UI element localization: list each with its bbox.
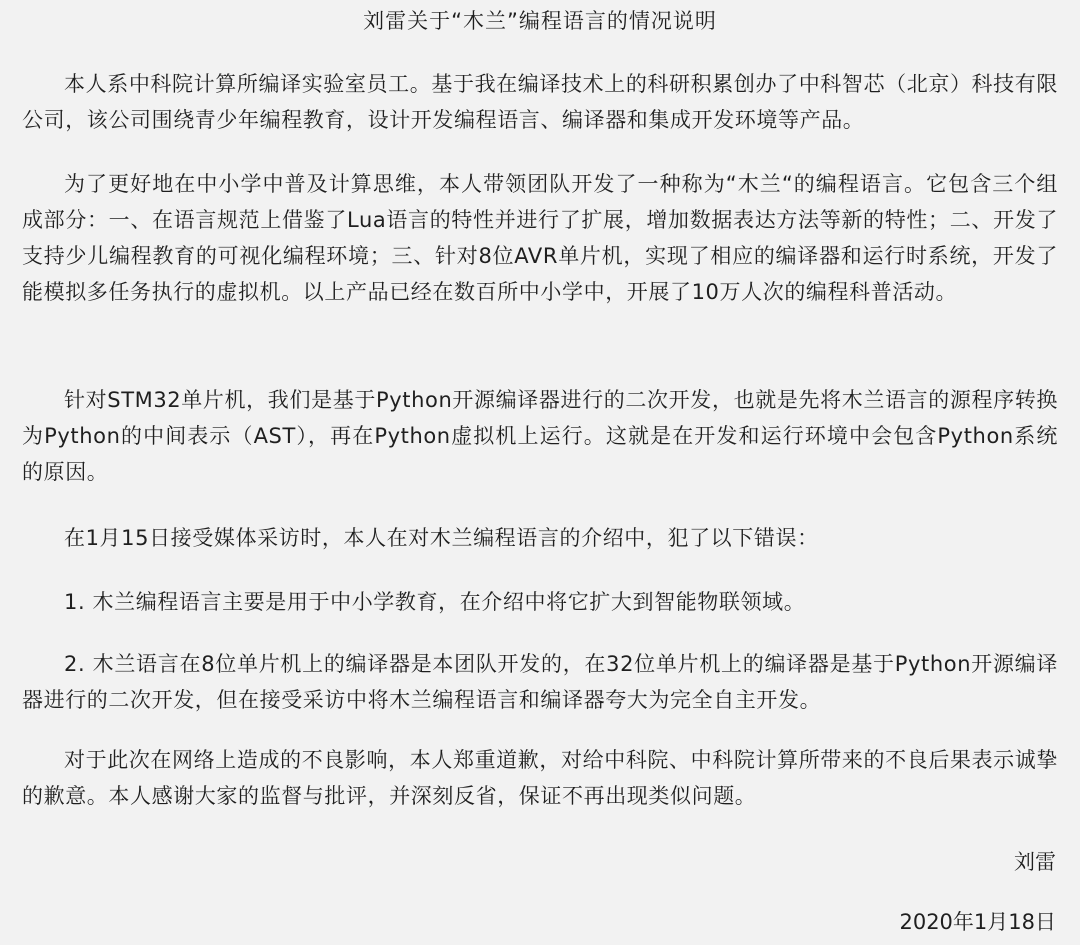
date: 2020年1月18日 xyxy=(899,910,1056,934)
document-title: 刘雷关于“木兰”编程语言的情况说明 xyxy=(363,9,717,33)
paragraph-intro: 本人系中科院计算所编译实验室员工。基于我在编译技术上的科研积累创办了中科智芯（北京）科技有限公司，该公司围绕青少年编程教育，设计开发编程语言、编译器和集成开发环境等产品。 xyxy=(22,72,1058,132)
paragraph-stm32: 针对STM32单片机，我们是基于Python开源编译器进行的二次开发，也就是先将木兰语言的源程序转换为Python的中间表示（AST），再在Python虚拟机上运行。这就是在开发和运行环境中会包含Python系统的原因。 xyxy=(22,388,1058,484)
paragraph-language-overview: 为了更好地在中小学中普及计算思维，本人带领团队开发了一种称为“木兰“的编程语言。它包含三个组成部分：一、在语言规范上借鉴了Lua语言的特性并进行了扩展，增加数据表达方法等新的特性；二、开发了支持少儿编程教育的可视化编程环境；三、针对8位AVR单片机，实现了相应的编译器和运行时系统，开发了能模拟多任务执行的虚拟机。以上产品已经在数百所中小学中，开展了10万人次的编程科普活动。 xyxy=(22,172,1058,304)
paragraph-errors-intro: 在1月15日接受媒体采访时，本人在对木兰编程语言的介绍中，犯了以下错误： xyxy=(64,526,819,550)
paragraph-error-2: 2. 木兰语言在8位单片机上的编译器是本团队开发的，在32位单片机上的编译器是基于Python开源编译器进行的二次开发，但在接受采访中将木兰编程语言和编译器夸大为完全自主开发。 xyxy=(22,652,1058,712)
paragraph-error-1: 1. 木兰编程语言主要是用于中小学教育，在介绍中将它扩大到智能物联领域。 xyxy=(64,590,806,614)
signature: 刘雷 xyxy=(1014,850,1056,874)
paragraph-apology: 对于此次在网络上造成的不良影响，本人郑重道歉，对给中科院、中科院计算所带来的不良后果表示诚挚的歉意。本人感谢大家的监督与批评，并深刻反省，保证不再出现类似问题。 xyxy=(22,748,1058,808)
